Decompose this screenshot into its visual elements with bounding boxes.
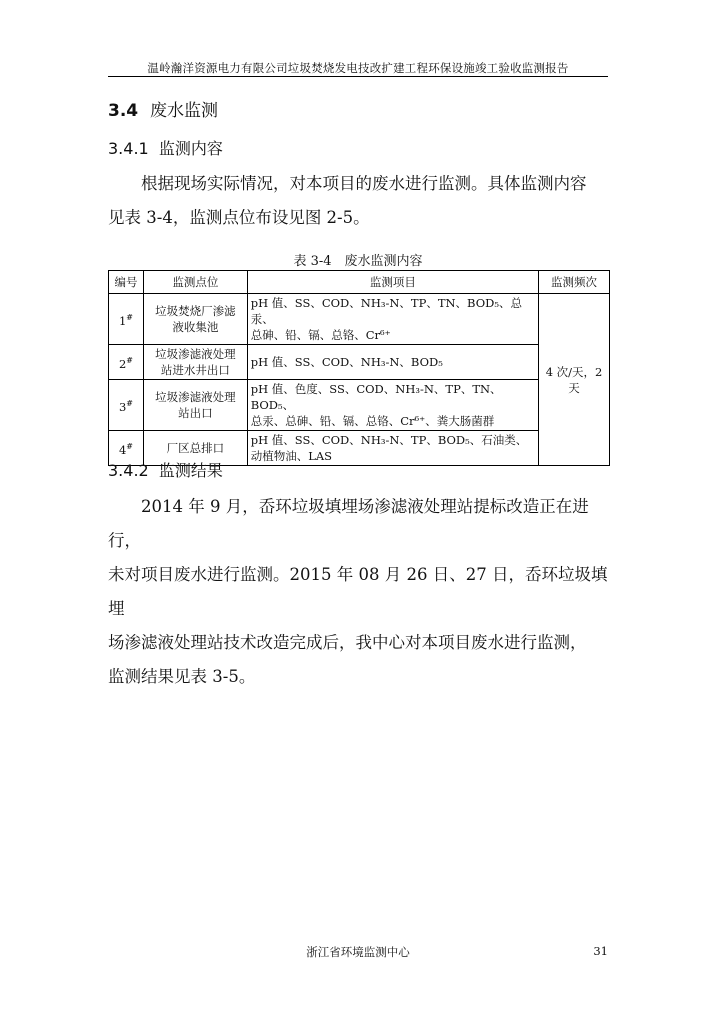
column-header-site: 监测点位 (143, 271, 247, 294)
subsection-heading-content (108, 136, 223, 159)
row-items: pH 值、SS、COD、NH₃-N、TP、BOD₅、石油类、 动植物油、LAS (247, 431, 538, 466)
row-site: 垃圾渗滤液处理 站出口 (143, 380, 247, 431)
table-row (109, 380, 610, 431)
subsection-number: 3.4.2 (108, 461, 149, 480)
subsection-heading-results (108, 458, 223, 481)
paragraph-line: 监测结果见表 3-5。 (108, 667, 256, 686)
monitoring-table (108, 270, 610, 466)
page-number: 31 (593, 944, 608, 958)
column-header-items: 监测项目 (247, 271, 538, 294)
column-header-frequency: 监测频次 (539, 271, 610, 294)
paragraph-results (108, 490, 608, 694)
row-id: 4# (109, 431, 144, 466)
paragraph-line: 根据现场实际情况，对本项目的废水进行监测。具体监测内容 (141, 174, 587, 193)
table-row (109, 294, 610, 345)
paragraph-intro (108, 167, 608, 235)
table-header-row (109, 271, 610, 294)
paragraph-line: 2014 年 9 月，岙环垃圾填埋场渗滤液处理站提标改造正在进行， (108, 497, 589, 550)
table-caption: 表 3-4 废水监测内容 (293, 254, 423, 269)
section-heading (108, 96, 218, 121)
row-items: pH 值、SS、COD、NH₃-N、TP、TN、BOD₅、总汞、 总砷、铅、镉、总铬、Cr⁶⁺ (247, 294, 538, 345)
subsection-title: 监测内容 (158, 139, 223, 158)
row-items: pH 值、色度、SS、COD、NH₃-N、TP、TN、BOD₅、 总汞、总砷、铅、镉、总铬、Cr⁶⁺、粪大肠菌群 (247, 380, 538, 431)
row-id: 1# (109, 294, 144, 345)
footer-organization: 浙江省环境监测中心 (306, 945, 410, 959)
row-items: pH 值、SS、COD、NH₃-N、BOD₅ (247, 345, 538, 380)
column-header-id: 编号 (109, 271, 144, 294)
row-site: 垃圾渗滤液处理 站进水井出口 (143, 345, 247, 380)
paragraph-line: 未对项目废水进行监测。2015 年 08 月 26 日、27 日，岙环垃圾填埋 (108, 565, 608, 618)
subsection-number: 3.4.1 (108, 139, 149, 158)
section-number: 3.4 (108, 101, 139, 121)
row-site: 厂区总排口 (143, 431, 247, 466)
table-row (109, 345, 610, 380)
row-site: 垃圾焚烧厂渗滤 液收集池 (143, 294, 247, 345)
row-id: 2# (109, 345, 144, 380)
frequency-cell: 4 次/天，2 天 (539, 294, 610, 466)
header-rule (108, 76, 608, 77)
subsection-title: 监测结果 (158, 461, 223, 480)
row-id: 3# (109, 380, 144, 431)
paragraph-line: 场渗滤液处理站技术改造完成后，我中心对本项目废水进行监测， (108, 633, 587, 652)
paragraph-line: 见表 3-4，监测点位布设见图 2-5。 (108, 208, 370, 227)
running-header: 温岭瀚洋资源电力有限公司垃圾焚烧发电技改扩建工程环保设施竣工验收监测报告 (147, 61, 569, 75)
section-title: 废水监测 (149, 101, 218, 121)
